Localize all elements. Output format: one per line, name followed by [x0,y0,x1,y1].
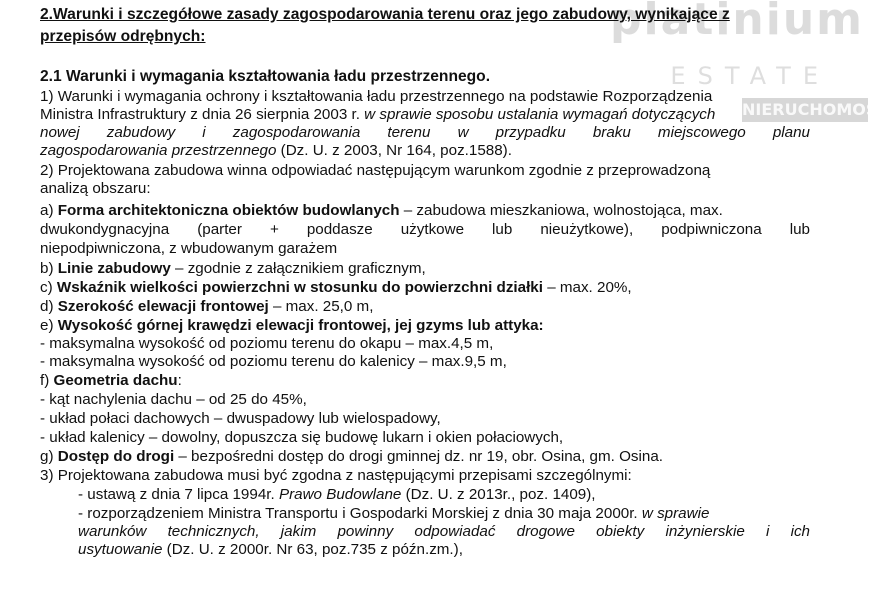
italic-span: w sprawie sposobu ustalania wymagań dotyczących [364,106,716,123]
item-text: – max. 20%, [542,279,632,296]
item-prefix: f) [40,372,54,389]
item-f-line-2: - kąt nachylenia dachu – od 25 do 45%, [40,391,307,408]
text-span: (Dz. U. z 2000r. Nr 63, poz.735 z późn.zm.), [162,541,463,558]
item-prefix: g) [40,448,58,465]
item-a-line-3: niepodpiwniczona, z wbudowanym garażem [40,240,338,257]
italic-span: nowej zabudowy i zagospodarowania terenu w przypadku braku miejscowego planu [40,124,810,141]
text-span: - rozporządzeniem Ministra Transportu i Gospodarki Morskiej z dnia 30 maja 2000r. [78,505,642,522]
item-f-line-4: - układ kalenicy – dowolny, dopuszcza się budowę lukarn i okien połaciowych, [40,429,564,446]
item-e-line-3: - maksymalna wysokość od poziomu terenu do kalenicy – max.9,5 m, [40,353,507,370]
item-label: Geometria dachu [53,372,178,389]
item-b [40,260,810,277]
item-text: – zgodnie z załącznikiem graficznym, [170,260,426,277]
item-a-line-2: dwukondygnacyjna (parter + poddasze użytkowe lub nieużytkowe), podpiwniczona lub [40,221,810,238]
item-c [40,279,810,296]
text-span: - ustawą z dnia 7 lipca 1994r. [78,486,279,503]
item-text: – zabudowa mieszkaniowa, wolnostojąca, max. [399,202,723,219]
paragraph-3-item-1 [78,486,810,503]
watermark-estate: ESTATE [670,62,830,90]
watermark-bar: NIERUCHOMOŚCI [742,98,868,122]
italic-span: warunków technicznych, jakim powinny odpowiadać drogowe obiekty inżynierskie i ich [78,523,810,540]
text-span: (Dz. U. z 2003, Nr 164, poz.1588). [276,142,512,159]
item-prefix: c) [40,279,57,296]
item-label: Linie zabudowy [57,260,171,277]
paragraph-2-line-1: 2) Projektowana zabudowa winna odpowiadać następującym warunkom zgodnie z przeprowadzoną [40,162,711,179]
item-f-line-1 [40,372,810,389]
italic-span: Prawo Budowlane [278,486,402,503]
paragraph-3-line-1: 3) Projektowana zabudowa musi być zgodna z następującymi przepisami szczególnymi: [40,467,632,484]
item-prefix: d) [40,298,58,315]
item-label: Wysokość górnej krawędzi elewacji frontowej, jej gzyms lub attyka: [57,317,544,334]
paragraph-3-item-2-line-1 [78,505,810,522]
paragraph-2-line-2: analizą obszaru: [40,180,151,197]
item-label: Wskaźnik wielkości powierzchni w stosunku do powierzchni działki [56,279,543,296]
paragraph-3-item-2-line-3 [78,541,810,558]
item-text: – max. 25,0 m, [268,298,374,315]
item-f-line-3: - układ połaci dachowych – dwuspadowy lub wielospadowy, [40,410,441,427]
text-span: (Dz. U. z 2013r., poz. 1409), [401,486,596,503]
italic-span: w sprawie [641,505,710,522]
paragraph-1-line-3 [40,124,810,141]
item-text: – bezpośredni dostęp do drogi gminnej dz. nr 19, obr. Osina, gm. Osina. [174,448,663,465]
paragraph-1-line-1: 1) Warunki i wymagania ochrony i kształtowania ładu przestrzennego na podstawie Rozporządzenia [40,88,713,105]
italic-span: zagospodarowania przestrzennego [40,142,277,159]
section-heading: 2.1 Warunki i wymagania kształtowania ładu przestrzennego. [40,68,491,85]
watermark-name: platinium [610,0,864,45]
item-prefix: a) [40,202,58,219]
item-text: : [177,372,182,389]
item-prefix: b) [40,260,58,277]
item-e-line-2: - maksymalna wysokość od poziomu terenu do okapu – max.4,5 m, [40,335,494,352]
item-g [40,448,810,465]
item-d [40,298,810,315]
item-a-line-1 [40,202,810,219]
item-e-line-1 [40,317,810,334]
heading-line-2: przepisów odrębnych: [40,28,206,45]
item-label: Szerokość elewacji frontowej [57,298,269,315]
paragraph-1-line-4 [40,142,810,159]
paragraph-1-line-2 [40,106,810,123]
heading-line-1: 2.Warunki i szczegółowe zasady zagospodarowania terenu oraz jego zabudowy, wynikające z [40,6,730,23]
item-prefix: e) [40,317,58,334]
item-label: Dostęp do drogi [57,448,175,465]
italic-span: usytuowanie [78,541,163,558]
item-label: Forma architektoniczna obiektów budowlanych [57,202,400,219]
text-span: Ministra Infrastruktury z dnia 26 sierpnia 2003 r. [40,106,365,123]
paragraph-3-item-2-line-2 [78,523,810,540]
